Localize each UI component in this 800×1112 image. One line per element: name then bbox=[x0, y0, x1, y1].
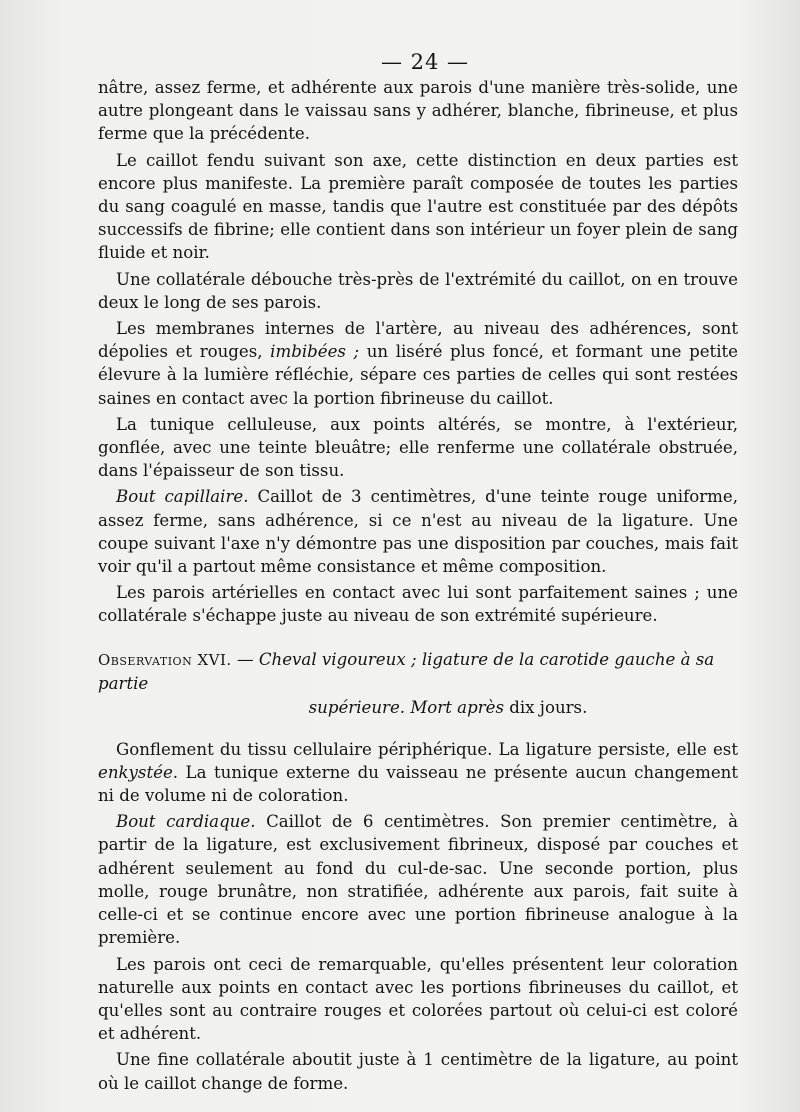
italic-heading: Bout capillaire. bbox=[116, 487, 249, 507]
paragraph-caillot-fendu: Le caillot fendu suivant son axe, cette distinction en deux parties est encore plus manifeste. La première paraît composée de toutes les parties du sang coagulé en masse, tandis que l'autre est constituée par des dépôts successifs de fibrine; elle contient dans son intérieur un foyer plein de sang fluide et noir. bbox=[98, 150, 738, 263]
observation-title-italic: supérieure. Mort après bbox=[308, 697, 504, 717]
text-run: La tunique externe du vaisseau ne présente aucun changement ni de volume ni de coloration. bbox=[98, 762, 738, 806]
italic-term: enkystée. bbox=[98, 762, 179, 782]
paragraph-parois-coloration: Les parois ont ceci de remarquable, qu'elles présentent leur coloration naturelle aux points en contact avec les portions fibrineuses du caillot, et qu'elles sont au contraire rouges et colorées partout où celui-ci est coloré et adhérent. bbox=[98, 954, 738, 1044]
paragraph-collaterale: Une collatérale débouche très-près de l'extrémité du caillot, on en trouve deux le long de ses parois. bbox=[98, 269, 738, 312]
paragraph-membranes bbox=[98, 317, 738, 410]
italic-term: imbibées ; bbox=[270, 342, 360, 362]
observation-label: Observation XVI. bbox=[98, 650, 232, 669]
text-run: Gonflement du tissu cellulaire périphérique. La ligature persiste, elle est bbox=[116, 739, 738, 759]
paragraph-gonflement bbox=[98, 738, 738, 808]
text-run: un liséré plus foncé, et formant une petite élevure à la lumière réfléchie, sépare ces parties de celles qui sont restées saines en contact avec la portion fibrineuse du caillot. bbox=[98, 342, 738, 408]
observation-title-line1: Cheval vigoureux ; ligature de la carotide gauche à sa partie bbox=[98, 649, 715, 693]
paragraph-parois: Les parois artérielles en contact avec lui sont parfaitement saines ; une collatérale s'échappe juste au niveau de son extrémité supérieure. bbox=[98, 583, 738, 626]
text-run: Les membranes internes de l'artère, au niveau des adhérences, sont dépolies et rouges, bbox=[98, 319, 738, 362]
italic-heading: Bout cardiaque. bbox=[116, 812, 256, 832]
text-run: Caillot de 3 centimètres, d'une teinte rouge uniforme, assez ferme, sans adhérence, si ce n'est au niveau de la ligature. Une coupe suivant l'axe n'y démontre pas une disposition par couches, mais fait voir qu'il a partout même consistance et même composition. bbox=[98, 487, 738, 577]
body-text bbox=[98, 76, 738, 1095]
page-number: — 24 — bbox=[380, 50, 470, 74]
observation-title-line2 bbox=[98, 696, 738, 720]
observation-heading bbox=[98, 648, 738, 720]
paragraph-continued: nâtre, assez ferme, et adhérente aux parois d'une manière très-solide, une autre plongeant dans le vaissau sans y adhérer, blanche, fibrineuse, et plus ferme que la précédente. bbox=[98, 78, 738, 144]
paragraph-fine-collaterale: Une fine collatérale aboutit juste à 1 centimètre de la ligature, au point où le caillot change de forme. bbox=[98, 1050, 738, 1093]
text-run: Caillot de 6 centimètres. Son premier centimètre, à partir de la ligature, est exclusivement fibrineux, disposé par couches et adhérent seulement au fond du cul-de-sac. Une seconde portion, plus molle, rouge brunâtre, non stratifiée, adhérente aux parois, fait suite à celle-ci et se continue encore avec une portion fibrineuse analogue à la première. bbox=[98, 812, 738, 948]
paragraph-tunique: La tunique celluleuse, aux points altérés, se montre, à l'extérieur, gonflée, avec une teinte bleuâtre; elle renferme une collatérale obstruée, dans l'épaisseur de son tissu. bbox=[98, 414, 738, 481]
observation-title-tail: dix jours. bbox=[503, 697, 588, 717]
observation-dash: — bbox=[231, 649, 259, 669]
paragraph-bout-cardiaque bbox=[98, 810, 738, 949]
paragraph-bout-capillaire bbox=[98, 485, 738, 578]
